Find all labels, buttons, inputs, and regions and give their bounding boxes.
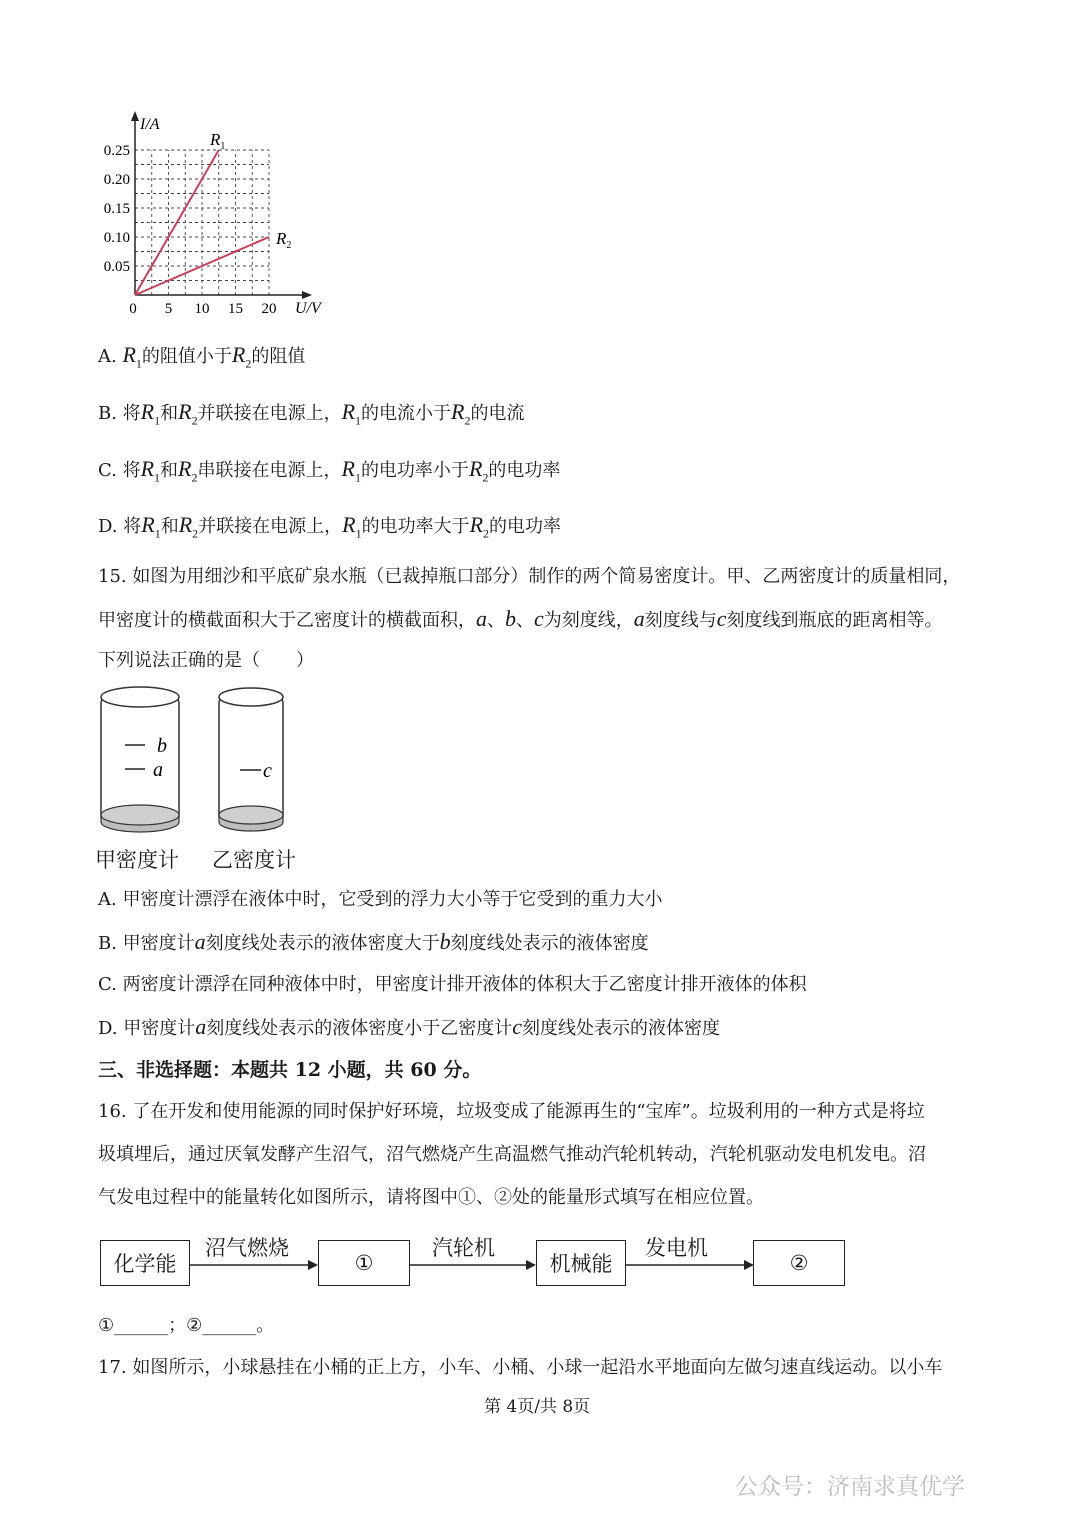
y-tick-label: 0.15 <box>103 201 130 217</box>
y-tick-label: 0.25 <box>103 143 130 159</box>
flow-box-blank1: ① <box>318 1240 410 1286</box>
yi-densimeter <box>219 688 283 831</box>
x-tick-label: 10 <box>194 301 210 317</box>
y-tick-label: 0.05 <box>103 259 130 275</box>
x-tick-label: 15 <box>228 301 243 317</box>
x-axis-label: U/V <box>295 300 321 317</box>
mark-b-label: b <box>157 735 167 757</box>
jia-densimeter-caption: 甲密度计 <box>95 848 179 872</box>
iv-graph <box>80 105 360 325</box>
watermark-text: 公众号：济南求真优学 <box>735 1474 965 1500</box>
section3-heading: 三、非选择题：本题共 12 小题，共 60 分。 <box>98 1059 482 1081</box>
y-tick-label: 0.20 <box>103 172 130 188</box>
flow-arrow2-label: 汽轮机 <box>432 1236 495 1260</box>
q14-option-c: C. 将$R_1$和$R_2$串联接在电源上，$R_1$的电功率小于$R_2$的电功率 <box>98 456 561 485</box>
flow-box-chemical-energy: 化学能 <box>100 1240 190 1286</box>
q14-option-b: B. 将$R_1$和$R_2$并联接在电源上，$R_1$的电流小于$R_2$的电流 <box>98 399 525 428</box>
mark-a-label: a <box>153 759 163 781</box>
x-tick-label: 0 <box>129 301 137 317</box>
mark-c-label: c <box>263 760 272 782</box>
jia-densimeter <box>101 687 179 832</box>
series-r2-label: $R_2$ <box>276 229 292 251</box>
flow-box-mechanical-energy: 机械能 <box>536 1240 626 1286</box>
q15-option-b: B. 甲密度计a刻度线处表示的液体密度大于b刻度线处表示的液体密度 <box>98 929 649 954</box>
q15-option-a: A. 甲密度计漂浮在液体中时，它受到的浮力大小等于它受到的重力大小 <box>98 889 663 910</box>
q16-answer-line[interactable]: ①______；②______。 <box>98 1315 275 1336</box>
graph-grid <box>135 150 269 295</box>
q16-stem-line2: 圾填埋后，通过厌氧发酵产生沼气，沼气燃烧产生高温燃气推动汽轮机转动，汽轮机驱动发电机发电。沼 <box>98 1144 926 1165</box>
yi-densimeter-caption: 乙密度计 <box>212 848 296 872</box>
x-axis-arrow <box>302 291 312 299</box>
q14-option-d: D. 将$R_1$和$R_2$并联接在电源上，$R_1$的电功率大于$R_2$的电功率 <box>98 512 562 541</box>
flow-arrow1 <box>190 1258 320 1272</box>
q15-option-c: C. 两密度计漂浮在同种液体中时，甲密度计排开液体的体积大于乙密度计排开液体的体积 <box>98 974 807 995</box>
y-tick-label: 0.10 <box>103 230 130 246</box>
q15-stem-line1: 15. 如图为用细沙和平底矿泉水瓶（已裁掉瓶口部分）制作的两个简易密度计。甲、乙两密度计的质量相同， <box>98 566 961 587</box>
q16-stem-line3: 气发电过程中的能量转化如图所示，请将图中①、②处的能量形式填写在相应位置。 <box>98 1187 764 1208</box>
flow-arrow3 <box>626 1258 756 1272</box>
q15-stem-line2: 甲密度计的横截面积大于乙密度计的横截面积，a、b、c为刻度线，a刻度线与c刻度线到瓶底的距离相等。 <box>98 606 943 631</box>
y-axis-label: I/A <box>140 116 160 133</box>
y-axis-arrow <box>131 111 139 121</box>
q16-stem-line1: 16. 了在开发和使用能源的同时保护好环境，垃圾变成了能源再生的“宝库”。垃圾利用的一种方式是将垃 <box>98 1101 925 1122</box>
q15-option-d: D. 甲密度计a刻度线处表示的液体密度小于乙密度计c刻度线处表示的液体密度 <box>98 1014 720 1039</box>
flow-arrow2 <box>410 1258 538 1272</box>
q15-stem-line3: 下列说法正确的是（ ） <box>98 650 314 671</box>
densimeter-figure <box>95 685 305 845</box>
page-number: 第 4页/共 8页 <box>484 1397 591 1417</box>
flow-arrow3-label: 发电机 <box>645 1236 708 1260</box>
series-r1-label: $R_1$ <box>210 130 226 152</box>
flow-arrow1-label: 沼气燃烧 <box>205 1236 289 1260</box>
x-tick-label: 20 <box>261 301 277 317</box>
x-tick-label: 5 <box>164 301 173 317</box>
q17-stem-line1: 17. 如图所示，小球悬挂在小桶的正上方，小车、小桶、小球一起沿水平地面向左做匀速直线运动。以小车 <box>98 1357 943 1378</box>
flow-box-blank2: ② <box>753 1240 845 1286</box>
q14-option-a: A. $R_1$的阻值小于$R_2$的阻值 <box>98 342 306 371</box>
